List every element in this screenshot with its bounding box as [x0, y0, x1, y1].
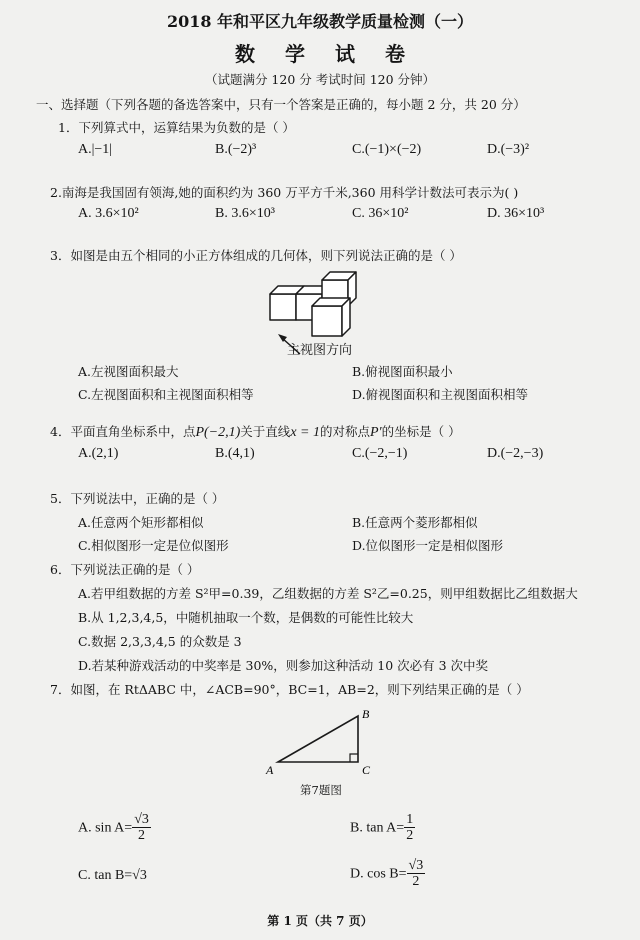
q4-point2: P′ [370, 425, 382, 440]
q2-option-d: D. 36×10³ [487, 206, 545, 221]
q7-d-numerator: √3 [408, 858, 424, 873]
question-1-stem: 1．下列算式中，运算结果为负数的是（ ） [58, 120, 295, 135]
exam-info: （试题满分 120 分 考试时间 120 分钟） [204, 72, 436, 87]
q1-option-c: C.(−1)×(−2) [352, 142, 422, 157]
question-4-stem [50, 422, 461, 441]
q7-vertex-c: C [362, 763, 371, 776]
q7-option-d-label: D. cos B= [350, 866, 407, 882]
q7-option-d [350, 858, 425, 890]
subject-title: 数学试卷 [235, 42, 435, 66]
q1-option-b: B.(−2)³ [215, 142, 257, 157]
q7-b-numerator: 1 [406, 812, 414, 827]
q7-d-denominator: 2 [412, 874, 420, 890]
q3-view-direction-label: 主视图方向 [287, 343, 353, 358]
q4-stem-pre: 4．平面直角坐标系中，点 [50, 424, 196, 439]
q5-option-c: C.相似图形一定是位似图形 [78, 538, 229, 553]
question-7-stem: 7．如图，在 RtΔABC 中，∠ACB=90°，BC=1，AB=2，则下列结果正确的是（ ） [50, 682, 529, 697]
q4-option-b: B.(4,1) [215, 446, 255, 461]
q7-b-denominator: 2 [406, 828, 414, 844]
q7-a-numerator: √3 [134, 812, 149, 827]
q6-option-d: D.若某种游戏活动的中奖率是 30%，则参加这种活动 10 次必有 3 次中奖 [78, 658, 489, 673]
q6-option-b: B.从 1,2,3,4,5，中随机抽取一个数，是偶数的可能性比较大 [78, 610, 414, 625]
q5-option-d: D.位似图形一定是相似图形 [352, 538, 504, 553]
q7-figure-caption: 第7题图 [300, 783, 342, 797]
exam-title: 2018 年和平区九年级教学质量检测（一） [166, 12, 474, 31]
q3-option-b: B.俯视图面积最小 [352, 364, 453, 379]
q7-triangle-figure [262, 706, 382, 776]
q6-option-c: C.数据 2,3,3,4,5 的众数是 3 [78, 634, 242, 649]
question-6-stem: 6．下列说法正确的是（ ） [50, 562, 200, 577]
q7-a-denominator: 2 [138, 828, 146, 844]
q7-vertex-a: A [266, 763, 274, 776]
q4-point: P(−2,1) [195, 425, 241, 440]
q4-line: x = 1 [290, 425, 320, 440]
q2-option-b: B. 3.6×10³ [215, 206, 275, 221]
q7-option-c: C. tan B=√3 [78, 868, 147, 883]
q7-vertex-b: B [362, 707, 370, 721]
q3-option-c: C.左视图面积和主视图面积相等 [78, 387, 254, 402]
q7-option-a [78, 812, 151, 844]
q5-option-a: A.任意两个矩形都相似 [78, 515, 204, 530]
q2-option-a: A. 3.6×10² [78, 206, 139, 221]
q7-option-a-label: A. sin A= [78, 820, 133, 836]
q4-option-a: A.(2,1) [78, 446, 119, 461]
q3-option-d: D.俯视图面积和主视图面积相等 [352, 387, 529, 402]
q6-option-a: A.若甲组数据的方差 S²甲=0.39，乙组数据的方差 S²乙=0.25，则甲组数据比乙组数据大 [78, 586, 578, 601]
q4-stem-mid: 关于直线 [240, 424, 291, 439]
q4-stem-post: 的坐标是（ ） [381, 424, 461, 439]
q4-option-c: C.(−2,−1) [352, 446, 408, 461]
q7-option-b-label: B. tan A= [350, 820, 405, 836]
question-5-stem: 5．下列说法中，正确的是（ ） [50, 491, 225, 506]
q4-option-d: D.(−2,−3) [487, 446, 544, 461]
q4-stem-mid2: 的对称点 [319, 424, 370, 439]
q5-option-b: B.任意两个菱形都相似 [352, 515, 478, 530]
q7-option-b [350, 812, 415, 844]
q1-option-a: A.|−1| [78, 142, 113, 157]
q3-option-a: A.左视图面积最大 [78, 364, 179, 379]
page-footer: 第 1 页（共 7 页） [267, 914, 373, 928]
q2-option-c: C. 36×10² [352, 206, 409, 221]
question-3-stem: 3．如图是由五个相同的小正方体组成的几何体，则下列说法正确的是（ ） [50, 248, 462, 263]
section-heading: 一、选择题（下列各题的备选答案中，只有一个答案是正确的，每小题 2 分，共 20 分） [36, 97, 526, 112]
question-2-stem: 2.南海是我国固有领海,她的面积约为 360 万平方千米,360 用科学计数法可表示为( ) [50, 185, 519, 200]
q1-option-d: D.(−3)² [487, 142, 530, 157]
